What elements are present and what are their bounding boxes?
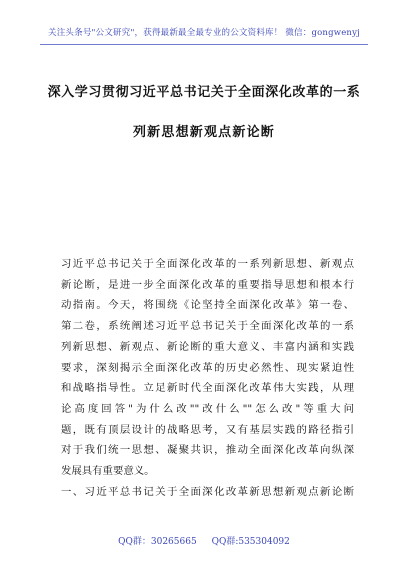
header-divider: [40, 44, 368, 45]
body-line: 题，既有顶层设计的战略思考，又有基层实践的路径指引: [61, 423, 354, 436]
body-line: 论高度回答"为什么改""改什么""怎么改"等重大问: [61, 402, 354, 415]
body-line: 动指南。今天，将围绕《论坚持全面深化改革》第一卷、: [61, 299, 354, 312]
body-line: 发展具有重要意义。: [61, 465, 155, 478]
header-note: 关注头条号"公文研究"，获得最新最全最专业的公文资料库！ 微信：gongwenyj: [48, 28, 360, 38]
body-line: 第二卷，系统阐述习近平总书记关于全面深化改革的一系: [61, 320, 354, 333]
body-line: 要求，深刻揭示全面深化改革的历史必然性、现实紧迫性: [61, 361, 354, 374]
footer-qq-group-2: QQ群:535304092: [211, 537, 290, 547]
body-line: 习近平总书记关于全面深化改革的一系列新思想、新观点: [61, 258, 354, 270]
document-title-line-1: 深入学习贯彻习近平总书记关于全面深化改革的一系: [47, 85, 361, 100]
body-line: 新论断，是进一步全面深化改革的重要指导思想和根本行: [61, 278, 354, 291]
document-title-line-2: 列新思想新观点新论断: [132, 125, 275, 140]
body-line: 对于我们统一思想、凝聚共识，推动全面深化改革向纵深: [61, 444, 354, 457]
body-line: 列新思想、新观点、新论断的重大意义、丰富内涵和实践: [61, 340, 354, 353]
body-line: 和战略指导性。立足新时代全面深化改革伟大实践，从理: [61, 382, 354, 395]
footer-contact: [0, 534, 408, 547]
footer-qq-group-1: QQ群：30265665: [118, 537, 197, 547]
section-heading: 一、习近平总书记关于全面深化改革新思想新观点新论断: [61, 485, 354, 498]
body-text: [61, 254, 354, 502]
